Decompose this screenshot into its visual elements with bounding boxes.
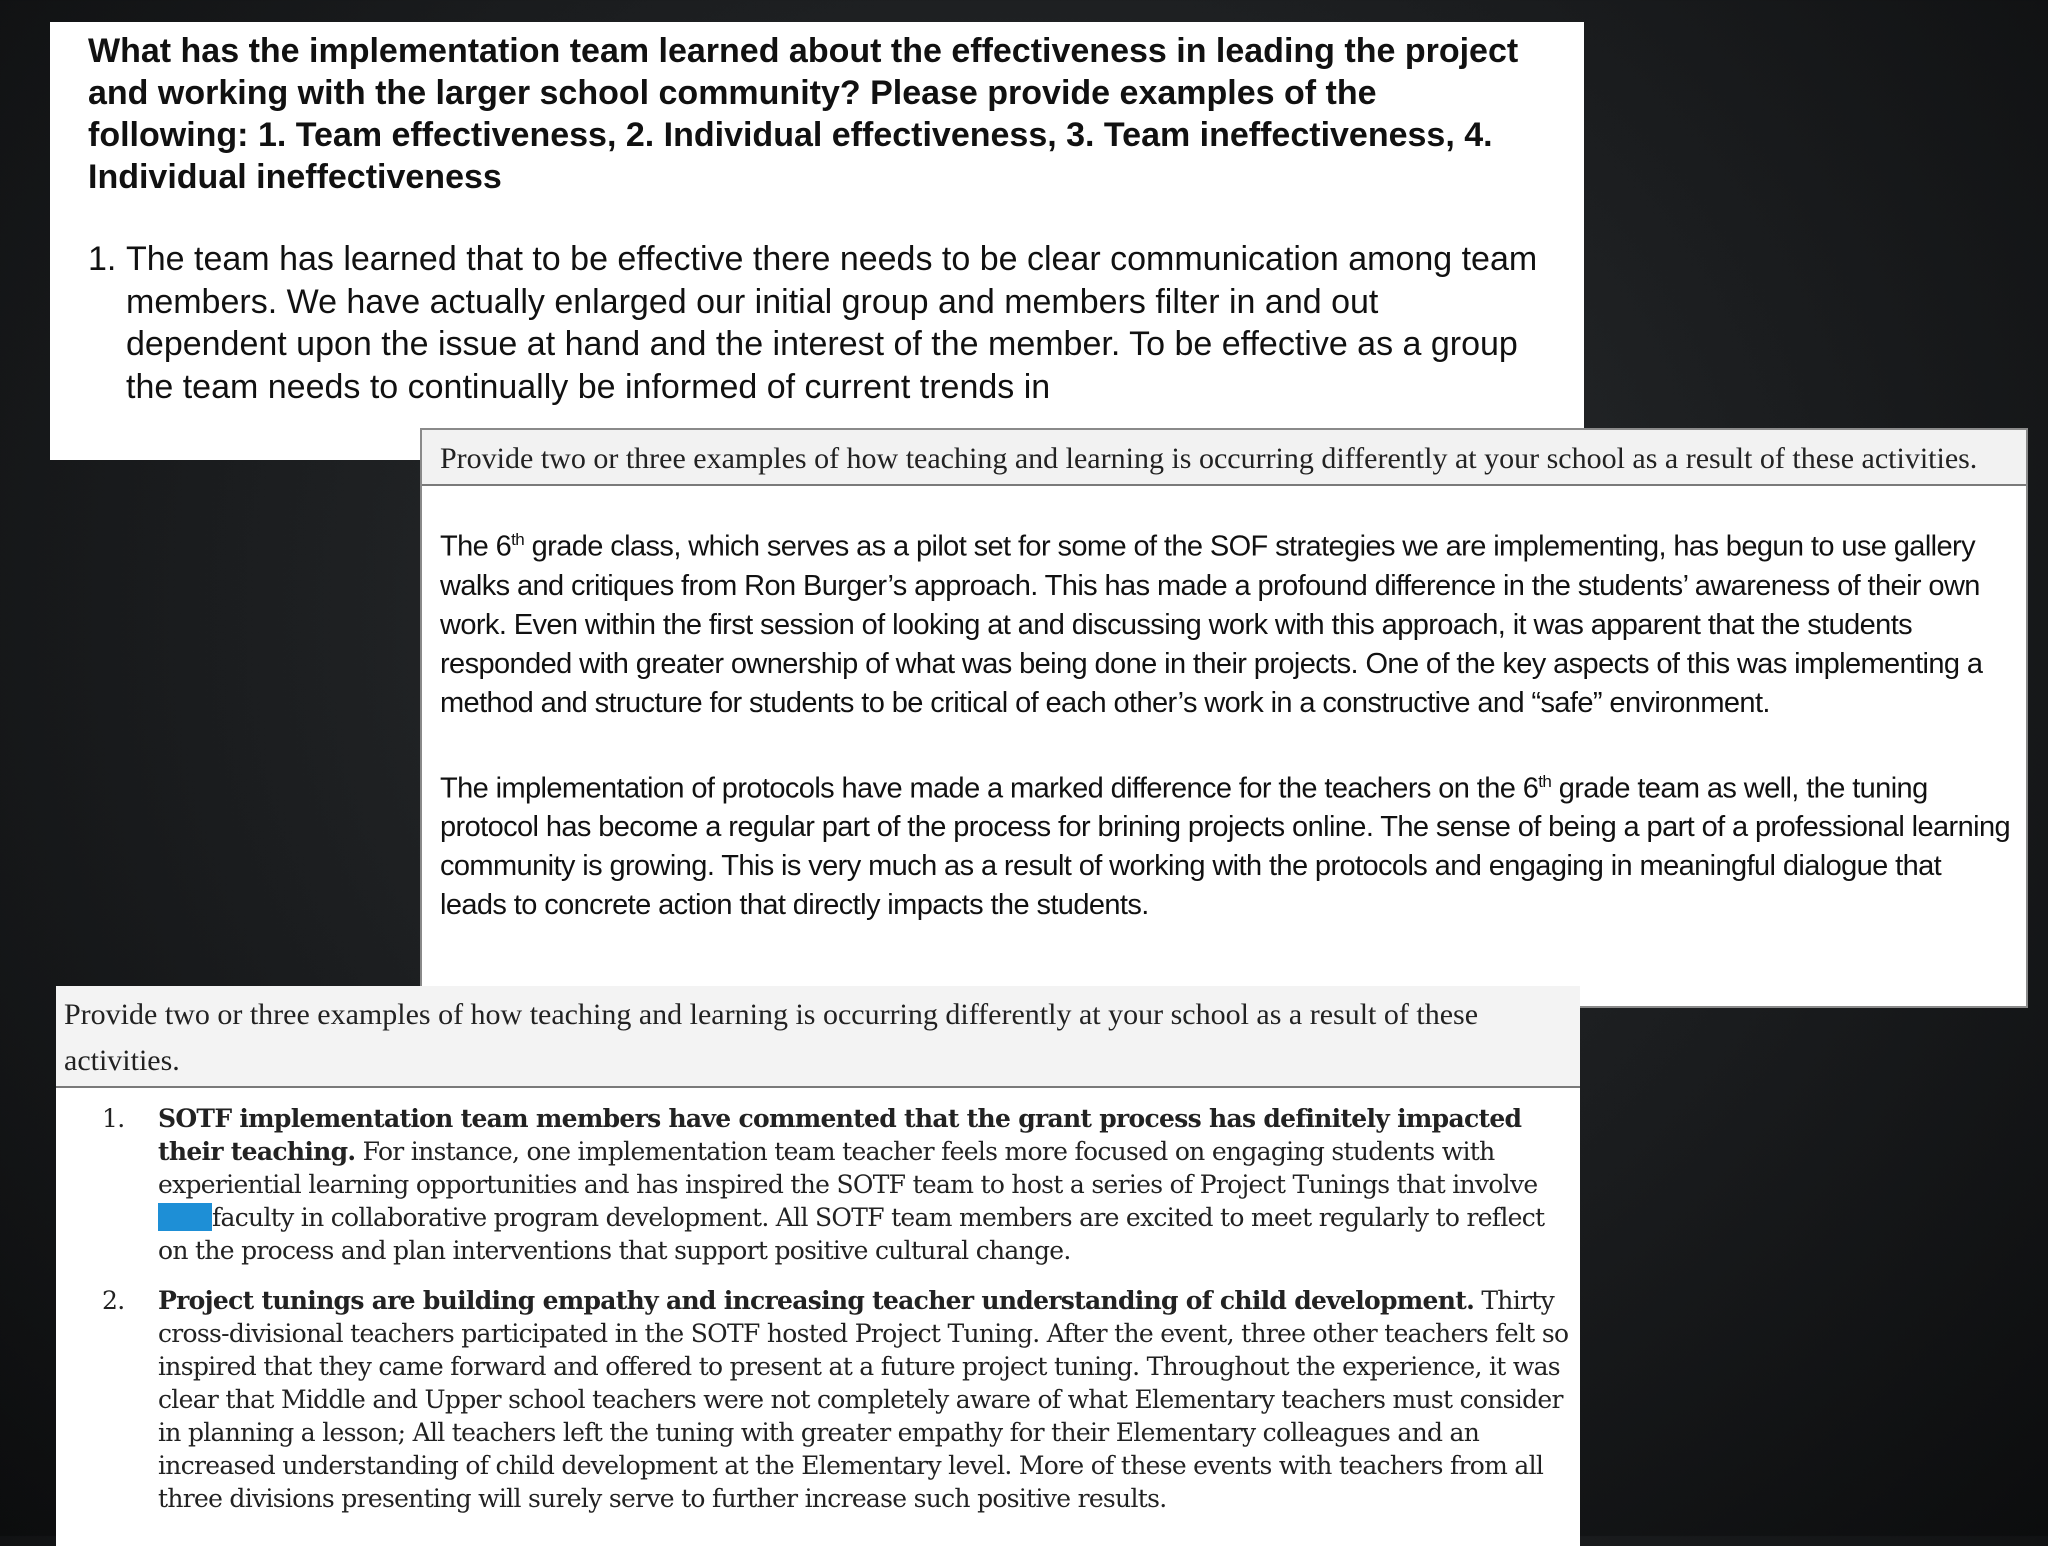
question-heading: What has the implementation team learned about the effectiveness in leading the project and working with the larger school community? Please provide examples of the following: 1. Team effectiveness, 2. Individual effectiveness, 3. Team ineffectiveness, 4. Individual ineffectiveness xyxy=(88,32,1519,196)
list-item-number: 1. xyxy=(102,1104,125,1133)
list-item-text xyxy=(158,1102,1580,1267)
answer-item-1 xyxy=(88,238,1546,408)
answer-number: 1. xyxy=(88,240,117,278)
response-body xyxy=(422,486,2026,925)
list-item xyxy=(56,1284,1580,1515)
list-item-number: 2. xyxy=(102,1286,125,1315)
list-item-body: Thirty cross-divisional teachers participated in the SOTF hosted Project Tuning. After the event, three other teachers felt so inspired that they came forward and offered to present at a future project tuning. Throughout the experience, it was clear that Middle and Upper school teachers were not completely aware of what Elementary teachers must consider in planning a lesson; All teachers left the tuning with greater empathy for their Elementary colleagues and an increased understanding of child development at the Elementary level. More of these events with teachers from all three divisions presenting will surely serve to further increase such positive results. xyxy=(158,1286,1569,1513)
document-page-1 xyxy=(50,22,1584,460)
form-question-header: Provide two or three examples of how teaching and learning is occurring differently at your school as a result of these activities. xyxy=(422,430,2026,486)
p1-text-start: The 6 xyxy=(440,530,512,563)
form-question-header: Provide two or three examples of how teaching and learning is occurring differently at your school as a result of these activities. xyxy=(56,986,1580,1088)
p2-superscript: th xyxy=(1538,771,1552,791)
list-item-text xyxy=(158,1284,1580,1515)
list-item-lead: SOTF implementation team members have commented that the grant process has definitely impacted their teaching. xyxy=(158,1104,1522,1166)
numbered-list xyxy=(56,1102,1580,1515)
list-item-body-end: faculty in collaborative program development. All SOTF team members are excited to meet regularly to reflect on the process and plan interventions that support positive cultural change. xyxy=(158,1203,1545,1265)
p1-text-end: grade class, which serves as a pilot set for some of the SOF strategies we are implementing, has begun to use gallery walks and critiques from Ron Burger’s approach. This has made a profound difference in the students’ awareness of their own work. Even within the first session of looking at and discussing work with this approach, it was apparent that the students responded with greater ownership of what was being done in their projects. One of the key aspects of this was implementing a method and structure for students to be critical of each other’s work in a constructive and “safe” environment. xyxy=(440,530,1983,719)
list-item-body-start: For instance, one implementation team teacher feels more focused on engaging students with experiential learning opportunities and has inspired the SOTF team to host a series of Project Tunings that involve xyxy=(158,1137,1538,1199)
response-paragraph-2 xyxy=(440,762,2012,926)
answer-text: The team has learned that to be effective there needs to be clear communication among team members. We have actually enlarged our initial group and members filter in and out dependent upon the issue at hand and the interest of the member. To be effective as a group the team needs to continually be informed of current trends in xyxy=(126,240,1538,406)
p2-text-end: grade team as well, the tuning protocol has become a regular part of the process for brining projects online. The sense of being a part of a professional learning community is growing. This is very much as a result of working with the protocols and engaging in meaningful dialogue that leads to concrete action that directly impacts the students. xyxy=(440,772,2011,922)
p1-superscript: th xyxy=(511,530,525,549)
response-paragraph-1 xyxy=(440,520,2012,723)
document-page-3 xyxy=(56,986,1580,1546)
list-item xyxy=(56,1102,1580,1267)
list-item-lead: Project tunings are building empathy and increasing teacher understanding of child development. xyxy=(158,1286,1475,1315)
redaction-highlight xyxy=(158,1203,212,1231)
document-page-2 xyxy=(420,428,2028,1008)
p2-text-start: The implementation of protocols have made a marked difference for the teachers on the 6 xyxy=(440,772,1539,805)
